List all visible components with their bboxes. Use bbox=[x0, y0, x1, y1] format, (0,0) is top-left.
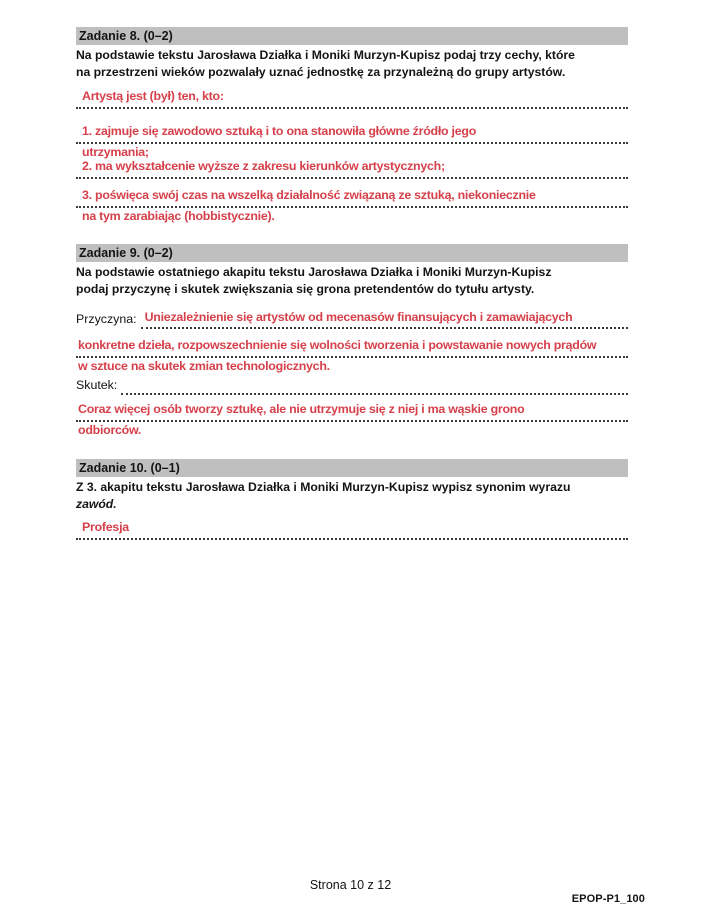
task-10-section bbox=[76, 459, 628, 540]
task-10-header: Zadanie 10. (0–1) bbox=[76, 459, 628, 477]
task-9-prompt bbox=[76, 264, 628, 297]
task-8-answer-1-line-2: utrzymania; bbox=[82, 145, 149, 159]
task-8-answer-2: 2. ma wykształcenie wyższe z zakresu kierunków artystycznych; bbox=[76, 159, 628, 179]
effect-rule-blank bbox=[121, 389, 628, 395]
task-9-prompt-line-1: Na podstawie ostatniego akapitu tekstu Jarosława Działka i Moniki Murzyn-Kupisz bbox=[76, 265, 552, 279]
page-number: Strona 10 z 12 bbox=[309, 878, 392, 892]
effect-answer-line-2: odbiorców. bbox=[78, 423, 142, 437]
cause-label: Przyczyna: bbox=[76, 312, 137, 326]
task-8-prompt-line-1: Na podstawie tekstu Jarosława Działka i Moniki Murzyn-Kupisz podaj trzy cechy, które bbox=[76, 48, 575, 62]
task-8-section bbox=[76, 27, 628, 223]
task-9-prompt-line-2: podaj przyczynę i skutek zwiększania się grona pretendentów do tytułu artysty. bbox=[76, 281, 535, 296]
cause-answer-row bbox=[76, 308, 628, 329]
exam-page-content bbox=[76, 27, 628, 540]
task-10-answer: Profesja bbox=[76, 518, 628, 540]
task-10-prompt-keyword: zawód. bbox=[76, 496, 117, 511]
task-8-answer-intro: Artystą jest (był) ten, kto: bbox=[76, 87, 628, 109]
effect-label: Skutek: bbox=[76, 378, 118, 392]
cause-answer-line-2: konkretne dzieła, rozpowszechnienie się wolności tworzenia i powstawanie nowych prądów bbox=[76, 336, 628, 358]
task-10-prompt bbox=[76, 479, 628, 512]
task-8-prompt bbox=[76, 47, 628, 80]
effect-answer-row bbox=[76, 376, 628, 395]
cause-answer-line-3: w sztuce na skutek zmian technologicznych. bbox=[78, 359, 330, 373]
task-8-prompt-line-2: na przestrzeni wieków pozwalały uznać jednostkę za przynależną do grupy artystów. bbox=[76, 64, 566, 79]
task-9-header: Zadanie 9. (0–2) bbox=[76, 244, 628, 262]
effect-answer-line-1: Coraz więcej osób tworzy sztukę, ale nie utrzymuje się z niej i ma wąskie grono bbox=[76, 400, 628, 422]
task-10-prompt-line-1: Z 3. akapitu tekstu Jarosława Działka i Moniki Murzyn-Kupisz wypisz synonim wyrazu bbox=[76, 480, 571, 494]
task-9-section bbox=[76, 244, 628, 437]
cause-answer-line-1: Uniezależnienie się artystów od mecenasów finansujących i zamawiających bbox=[141, 308, 628, 329]
task-8-answer-3-line-1: 3. poświęca swój czas na wszelką działalność związaną ze sztuką, niekoniecznie bbox=[76, 186, 628, 208]
task-8-answer-3-line-2: na tym zarabiając (hobbistycznie). bbox=[82, 209, 275, 223]
task-8-header: Zadanie 8. (0–2) bbox=[76, 27, 628, 45]
document-code: EPOP-P1_100 bbox=[571, 893, 645, 905]
task-8-answer-1-line-1: 1. zajmuje się zawodowo sztuką i to ona stanowiła główne źródło jego bbox=[76, 122, 628, 144]
